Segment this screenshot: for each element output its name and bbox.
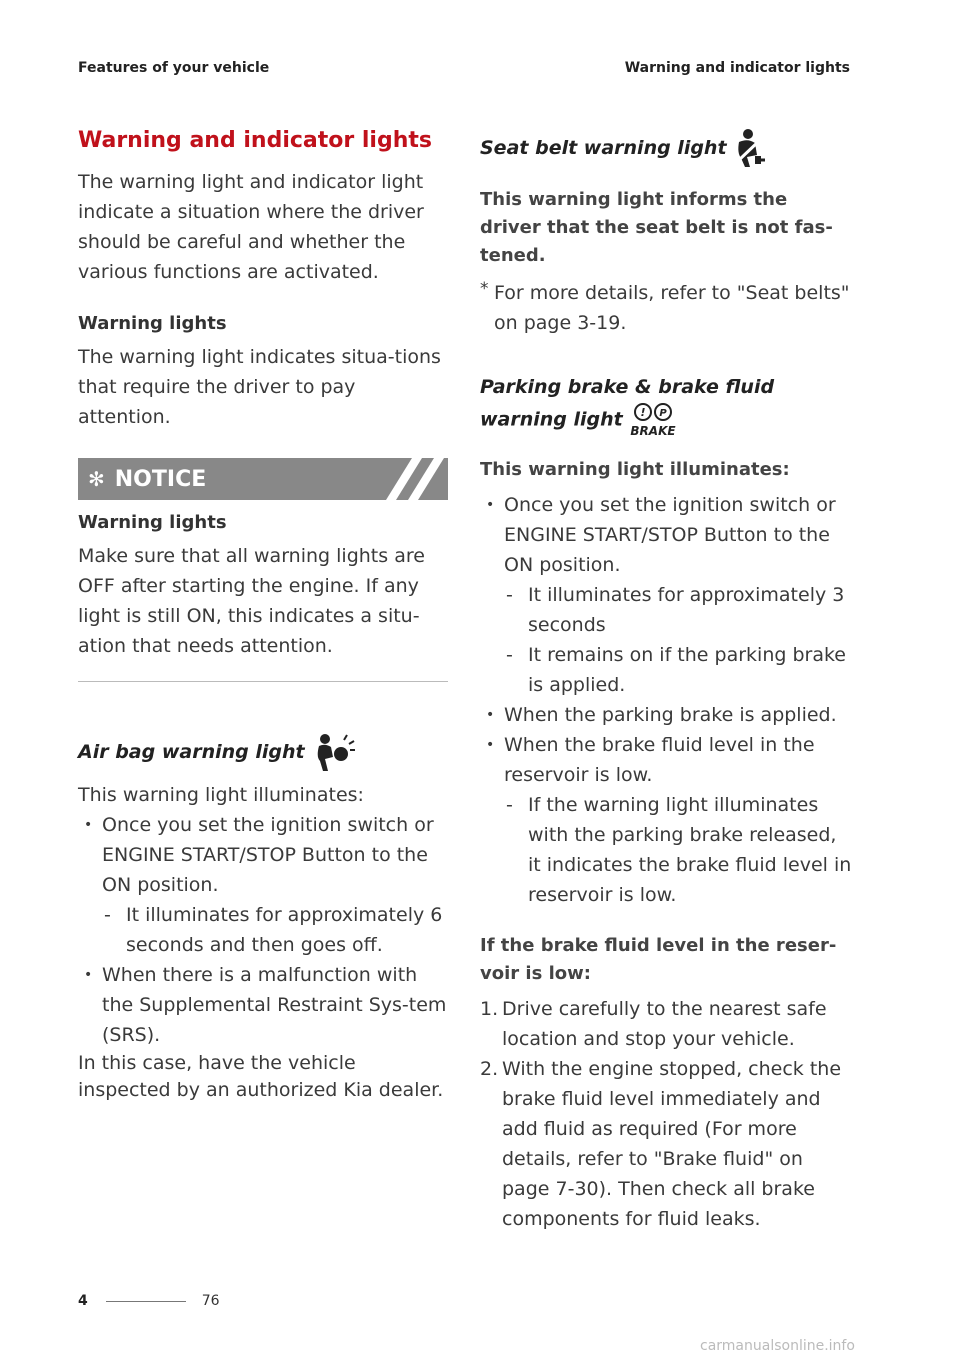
seatbelt-icon [733, 128, 767, 168]
footer-rule [106, 1301, 186, 1302]
list-item: - It illuminates for approximately 6 seconds and then goes off. [102, 900, 448, 960]
warning-lights-heading: Warning lights [78, 313, 227, 334]
list-item: • When the brake fluid level in the reservoir is low. - If the warning light illuminates with the parking brake released, it indicates the brake fluid level in reservoir is low. [480, 730, 852, 910]
right-column [480, 128, 852, 1234]
sub-list [504, 580, 852, 700]
list-item: • When there is a malfunction with the Supplemental Restraint Sys-tem (SRS). [78, 960, 448, 1050]
list-item: 1. Drive carefully to the nearest safe location and stop your vehicle. [480, 998, 827, 1050]
airbag-title-text: Air bag warning light [78, 741, 305, 763]
brake-icon-label: BRAKE [630, 424, 676, 438]
footer-section-number: 4 [78, 1293, 88, 1309]
seatbelt-title [480, 128, 852, 168]
seatbelt-title-text: Seat belt warning light [480, 137, 727, 159]
list-item: 2. With the engine stopped, check the brake fluid level immediately and add fluid as required (For more details, refer to "Brake fluid" on page 7-30). Then check all brake components for fluid leaks. [480, 1058, 842, 1230]
running-header-left: Features of your vehicle [78, 60, 270, 76]
page-title: Warning and indicator lights [78, 128, 432, 153]
brake-warning-icon [629, 402, 677, 438]
airbag-icon [311, 732, 355, 772]
brake-fluid-low-heading: If the brake fluid level in the reser-voir is low: [480, 935, 837, 984]
parking-brake-lead: This warning light illuminates: [480, 459, 790, 480]
parking-brake-title-text: Parking brake & brake fluid warning light [480, 376, 775, 431]
watermark: carmanualsonline.info [700, 1338, 855, 1354]
list-item: - It illuminates for approximately 3 seconds [504, 580, 852, 640]
brake-fluid-steps [480, 994, 852, 1234]
notice-label: NOTICE [114, 466, 207, 492]
airbag-title [78, 732, 448, 772]
list-item: - If the warning light illuminates with the parking brake released, it indicates the brake fluid level in reservoir is low. [504, 790, 852, 910]
seatbelt-lead: This warning light informs the driver that the seat belt is not fas-tened. [480, 189, 833, 266]
page-footer [78, 1293, 220, 1309]
parking-brake-bullet-list [480, 490, 852, 910]
notice-heading: Warning lights [78, 512, 227, 533]
footer-page-number: 76 [201, 1293, 220, 1309]
svg-text:!: ! [640, 406, 646, 419]
warning-lights-text: The warning light indicates situa-tions that require the driver to pay attention. [78, 346, 441, 428]
list-item: • Once you set the ignition switch or ENGINE START/STOP Button to the ON position. - It illuminates for approximately 3 seconds - It remains on if the parking brake is applied. [480, 490, 852, 700]
notice-text: Make sure that all warning lights are OFF after starting the engine. If any light is still ON, this indicates a situ-ation that needs attention. [78, 545, 425, 657]
notice-banner [78, 458, 448, 500]
left-column [78, 128, 448, 1104]
airbag-closing: In this case, have the vehicle inspected by an authorized Kia dealer. [78, 1052, 444, 1101]
list-item: • When the parking brake is applied. [480, 700, 852, 730]
svg-text:P: P [659, 408, 668, 419]
section-divider [78, 681, 448, 682]
list-item: • Once you set the ignition switch or ENGINE START/STOP Button to the ON position. - It illuminates for approximately 6 seconds and then goes off. [78, 810, 448, 960]
note-asterisk: * [480, 279, 489, 299]
intro-text: The warning light and indicator light indicate a situation where the driver should be careful and whether the various functions are activated. [78, 171, 424, 283]
notice-stripes-icon [378, 458, 448, 500]
parking-brake-title [480, 372, 852, 438]
airbag-lead: This warning light illuminates: [78, 784, 364, 806]
running-header-right: Warning and indicator lights [624, 60, 850, 76]
airbag-bullet-list [78, 810, 448, 1050]
list-item: - It remains on if the parking brake is applied. [504, 640, 852, 700]
notice-star-icon: ✻ [88, 467, 105, 491]
sub-list [102, 900, 448, 960]
seatbelt-note: * For more details, refer to "Seat belts" on page 3-19. [480, 278, 852, 338]
sub-list [504, 790, 852, 910]
